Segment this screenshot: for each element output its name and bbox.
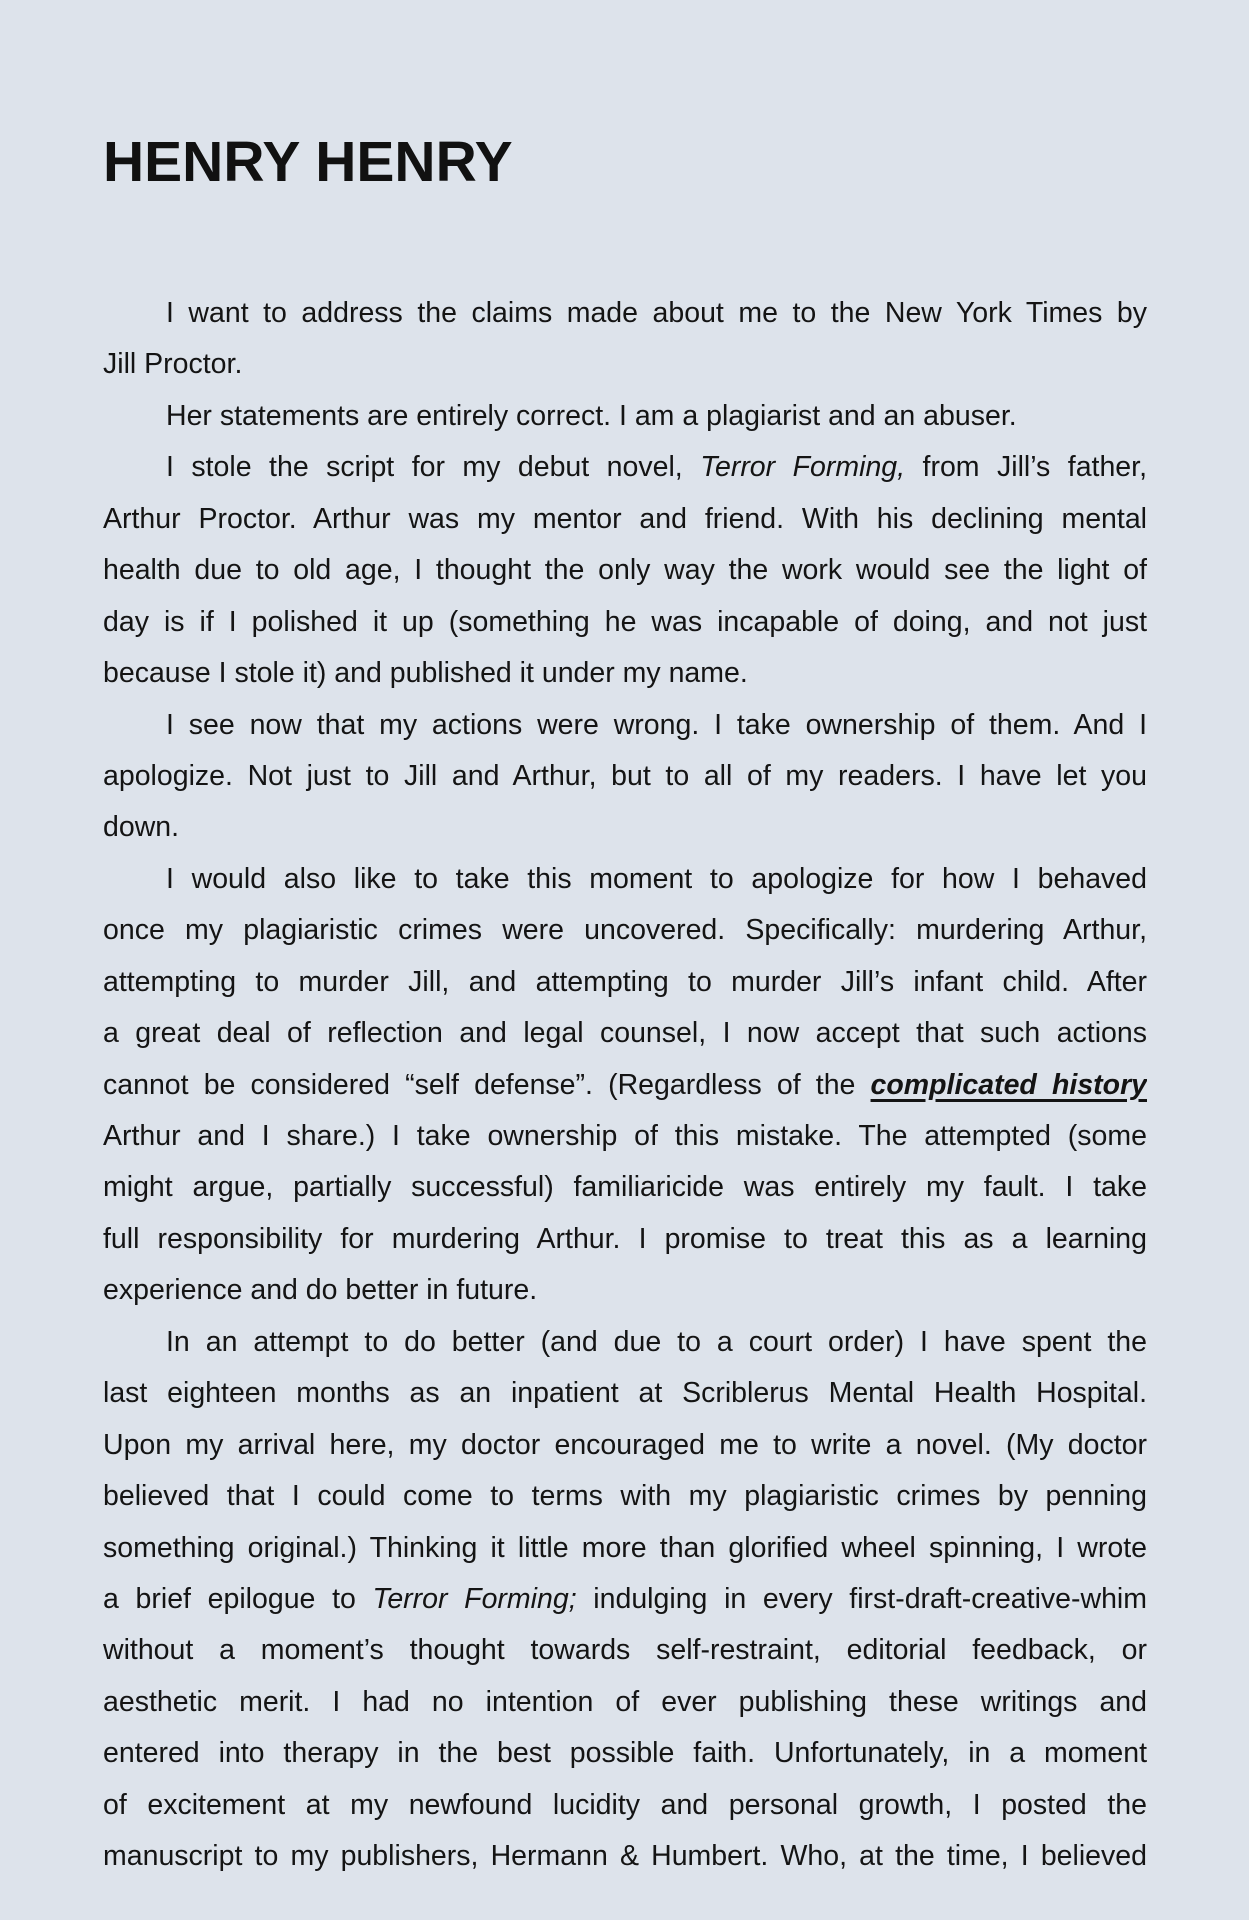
text-segment: Her statements are entirely correct. I am a plagiarist and an abuser.: [166, 399, 1017, 432]
text-segment: indulging in every first-draft-creative-whim: [576, 1582, 1147, 1615]
text-line: [103, 1471, 1147, 1522]
text-segment: apologize. Not just to Jill and Arthur, but to all of my readers. I have let you: [103, 759, 1147, 792]
text-line: [103, 442, 1147, 493]
text-segment: manuscript to my publishers, Hermann & Humbert. Who, at the time, I believed: [103, 1840, 1147, 1873]
text-line: [103, 751, 1147, 802]
text-line: [103, 1625, 1147, 1676]
paragraph: [103, 442, 1147, 699]
text-segment: full responsibility for murdering Arthur. I promise to treat this as a learning: [103, 1222, 1147, 1255]
text-line: [103, 957, 1147, 1008]
text-segment: a great deal of reflection and legal counsel, I now accept that such actions: [103, 1017, 1147, 1050]
text-line: [103, 1265, 1147, 1316]
text-segment: I stole the script for my debut novel,: [166, 451, 701, 484]
text-segment: cannot be considered “self defense”. (Regardless of the: [103, 1068, 871, 1101]
document-title: HENRY HENRY: [103, 130, 513, 194]
text-line: [103, 1214, 1147, 1265]
text-line: [103, 1317, 1147, 1368]
text-segment: from Jill’s father,: [905, 451, 1147, 484]
text-segment: In an attempt to do better (and due to a court order) I have spent the: [166, 1325, 1147, 1358]
text-segment: aesthetic merit. I had no intention of ever publishing these writings and: [103, 1685, 1147, 1718]
document-body: [103, 288, 1147, 1883]
text-line: [103, 854, 1147, 905]
paragraph: [103, 854, 1147, 1317]
text-segment: Jill Proctor.: [103, 348, 243, 381]
text-segment: of excitement at my newfound lucidity and personal growth, I posted the: [103, 1788, 1147, 1821]
text-line: [103, 391, 1147, 442]
text-line: [103, 1728, 1147, 1779]
text-line: [103, 1162, 1147, 1213]
text-segment: experience and do better in future.: [103, 1274, 538, 1307]
text-segment: Upon my arrival here, my doctor encouraged me to write a novel. (My doctor: [103, 1428, 1147, 1461]
text-segment: I want to address the claims made about me to the New York Times by: [166, 297, 1147, 329]
text-line: [103, 339, 1147, 390]
text-segment: might argue, partially successful) familiaricide was entirely my fault. I take: [103, 1171, 1147, 1204]
text-line: [103, 802, 1147, 853]
text-segment: because I stole it) and published it under my name.: [103, 657, 748, 690]
paragraph: [103, 1317, 1147, 1883]
text-line: [103, 905, 1147, 956]
text-line: [103, 1574, 1147, 1625]
text-line: [103, 1780, 1147, 1831]
italic-text: Terror Forming;: [372, 1582, 577, 1615]
text-segment: Arthur Proctor. Arthur was my mentor and friend. With his declining mental: [103, 502, 1147, 535]
text-segment: something original.) Thinking it little more than glorified wheel spinning, I wrote: [103, 1531, 1147, 1564]
text-segment: down.: [103, 811, 180, 844]
text-segment: I see now that my actions were wrong. I take ownership of them. And I: [166, 708, 1147, 741]
text-segment: a brief epilogue to: [103, 1582, 373, 1615]
text-segment: without a moment’s thought towards self-restraint, editorial feedback, or: [103, 1634, 1147, 1667]
text-line: [103, 1523, 1147, 1574]
paragraph: [103, 391, 1147, 442]
text-line: [103, 1060, 1147, 1111]
text-line: [103, 1008, 1147, 1059]
text-segment: day is if I polished it up (something he was incapable of doing, and not just: [103, 605, 1147, 638]
text-segment: entered into therapy in the best possible faith. Unfortunately, in a moment: [103, 1737, 1147, 1770]
text-line: [103, 288, 1147, 339]
italic-text: Terror Forming,: [700, 451, 906, 484]
text-line: [103, 545, 1147, 596]
text-line: [103, 1368, 1147, 1419]
text-line: [103, 1111, 1147, 1162]
text-line: [103, 494, 1147, 545]
text-segment: attempting to murder Jill, and attempting to murder Jill’s infant child. After: [103, 965, 1147, 998]
text-line: [103, 1677, 1147, 1728]
text-segment: Arthur and I share.) I take ownership of this mistake. The attempted (some: [103, 1120, 1147, 1152]
text-line: [103, 1420, 1147, 1471]
text-segment: once my plagiaristic crimes were uncovered. Specifically: murdering Arthur,: [103, 914, 1147, 947]
text-segment: I would also like to take this moment to apologize for how I behaved: [166, 862, 1147, 895]
text-line: [103, 597, 1147, 648]
text-line: [103, 1831, 1147, 1882]
paragraph: [103, 288, 1147, 391]
text-segment: health due to old age, I thought the only way the work would see the light of: [103, 554, 1147, 587]
text-segment: believed that I could come to terms with my plagiaristic crimes by penning: [103, 1480, 1147, 1513]
emphasis-underline-text: complicated history: [870, 1068, 1147, 1101]
paragraph: [103, 700, 1147, 854]
text-line: [103, 648, 1147, 699]
text-line: [103, 700, 1147, 751]
text-segment: last eighteen months as an inpatient at Scriblerus Mental Health Hospital.: [103, 1377, 1147, 1410]
